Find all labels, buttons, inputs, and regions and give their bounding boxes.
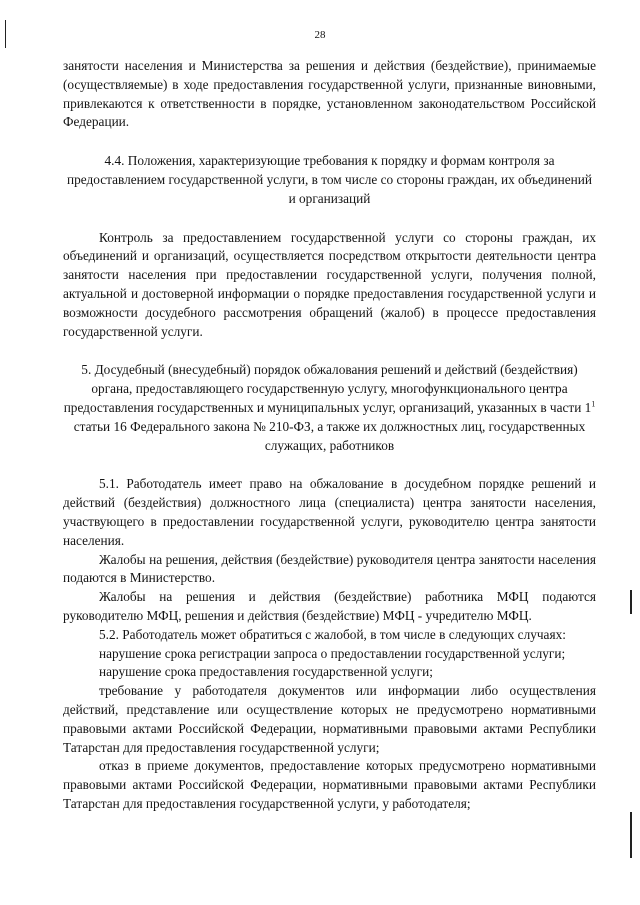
page-number: 28: [314, 29, 326, 41]
section-heading-4-4: 4.4. Положения, характеризующие требования к порядку и формам контроля за предоставлением государственной услуги, в том числе со стороны граждан, их объединений и организаций: [67, 153, 592, 206]
heading-5-text-part2: статьи 16 Федерального закона № 210-ФЗ, а также их должностных лиц, государственных служащих, работников: [73, 418, 586, 453]
paragraph-complaints-center: Жалобы на решения, действия (бездействие) руководителя центра занятости населения подаются в Министерство.: [63, 551, 596, 586]
spacer: [63, 455, 596, 475]
paragraph-5-1: 5.1. Работодатель имеет право на обжалование в досудебном порядке решений и действий (бездействия) должностного лица (специалиста) центра занятости населения, участвующего в предоставлении государственной услуги, руководителю центра занятости населения.: [63, 476, 596, 548]
section-heading-5: [63, 361, 596, 455]
paragraph-control: Контроль за предоставлением государственной услуги со стороны граждан, их объединений и организаций, осуществляется посредством открытости деятельности центра занятости населения при предоставлении государственной услуги, получения полной, актуальной и достоверной информации о порядке предоставления государственной услуги и возможности досудебного рассмотрения обращений (жалоб) в процессе предоставления государственной услуги.: [63, 229, 596, 339]
list-item-case-2: нарушение срока предоставления государственной услуги;: [99, 664, 433, 680]
spacer: [63, 209, 596, 229]
spacer: [63, 341, 596, 361]
list-item-case-3: требование у работодателя документов или информации либо осуществления действий, представление или осуществление которых не предусмотрено нормативными правовыми актами Российской Федерации, нормативными правовыми актами Республики Татарстан для предоставления государственной услуги;: [63, 683, 596, 755]
paragraph-intro: занятости населения и Министерства за решения и действия (бездействие), принимаемые (осуществляемые) в ходе предоставления государственной услуги, признанные виновными, привлекаются к ответственности в порядке, установленном законодательством Российской Федерации.: [63, 58, 596, 130]
paragraph-5-2: 5.2. Работодатель может обратиться с жалобой, в том числе в следующих случаях:: [99, 626, 566, 642]
list-item-case-4: отказ в приеме документов, предоставление которых предусмотрено нормативными правовыми актами Российской Федерации, нормативными правовыми актами Республики Татарстан для предоставления государственной услуги, у работодателя;: [63, 758, 596, 811]
list-item-case-1: нарушение срока регистрации запроса о предоставлении государственной услуги;: [99, 645, 566, 661]
heading-5-superscript: 1: [591, 399, 596, 409]
spacer: [63, 132, 596, 152]
document-body: [63, 57, 596, 814]
paragraph-complaints-mfc: Жалобы на решения и действия (бездействие) работника МФЦ подаются руководителю МФЦ, решения и действия (бездействие) МФЦ - учредителю МФЦ.: [63, 589, 596, 623]
heading-5-text-part1: 5. Досудебный (внесудебный) порядок обжалования решений и действий (бездействия) органа, предоставляющего государственную услугу, многофункционального центра предоставления государственных и муниципальных услуг, организаций, указанных в части 1: [63, 362, 592, 415]
binding-mark-right-upper: [630, 590, 632, 614]
binding-mark-right-lower: [630, 812, 632, 858]
